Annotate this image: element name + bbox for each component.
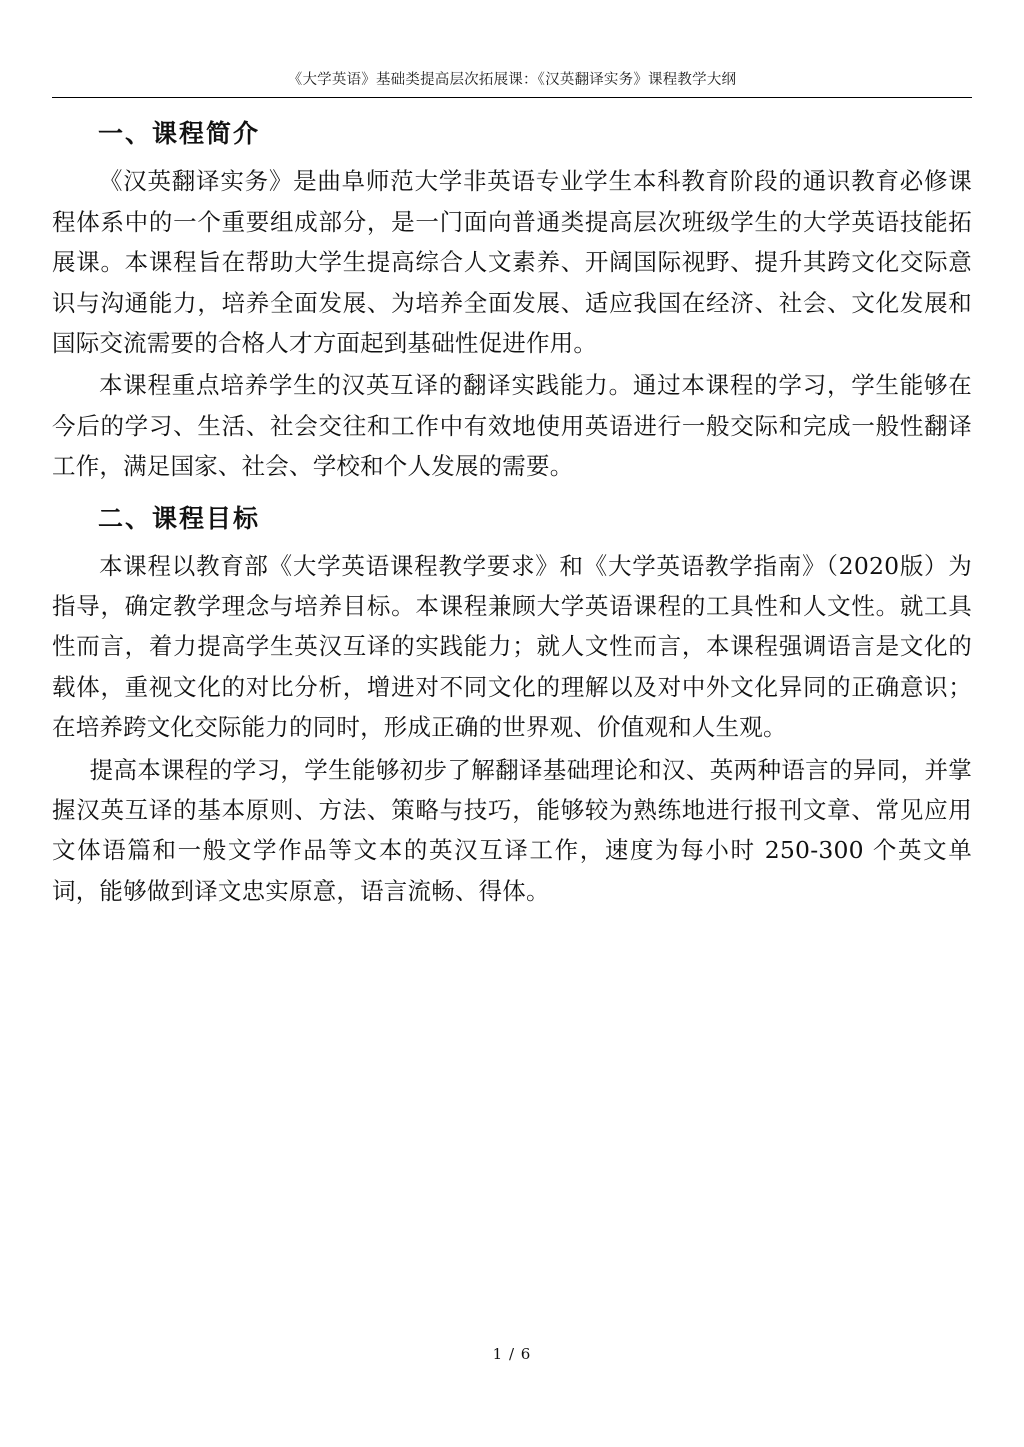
header-divider	[52, 97, 972, 98]
section-1-paragraph-1: 《汉英翻译实务》是曲阜师范大学非英语专业学生本科教育阶段的通识教育必修课程体系中的一个重要组成部分，是一门面向普通类提高层次班级学生的大学英语技能拓展课。本课程旨在帮助大学生提高综合人文素养、开阔国际视野、提升其跨文化交际意识与沟通能力，培养全面发展、为培养全面发展、适应我国在经济、社会、文化发展和国际交流需要的合格人才方面起到基础性促进作用。	[52, 167, 972, 358]
page-number: 1 / 6	[492, 1345, 532, 1363]
section-heading-1: 一、课程简介	[98, 119, 261, 149]
section-1-paragraph-2: 本课程重点培养学生的汉英互译的翻译实践能力。通过本课程的学习，学生能够在今后的学习、生活、社会交往和工作中有效地使用英语进行一般交际和完成一般性翻译工作，满足国家、社会、学校和个人发展的需要。	[52, 371, 972, 481]
section-2-paragraph-2: 提高本课程的学习，学生能够初步了解翻译基础理论和汉、英两种语言的异同，并掌握汉英互译的基本原则、方法、策略与技巧，能够较为熟练地进行报刊文章、常见应用文体语篇和一般文学作品等文本的英汉互译工作，速度为每小时 250-300 个英文单词，能够做到译文忠实原意，语言流畅、得体。	[52, 755, 972, 905]
section-2-paragraph-1: 本课程以教育部《大学英语课程教学要求》和《大学英语教学指南》（2020版）为指导，确定教学理念与培养目标。本课程兼顾大学英语课程的工具性和人文性。就工具性而言，着力提高学生英汉互译的实践能力；就人文性而言，本课程强调语言是文化的载体，重视文化的对比分析，增进对不同文化的理解以及对中外文化异同的正确意识；在培养跨文化交际能力的同时，形成正确的世界观、价值观和人生观。	[52, 551, 972, 742]
section-heading-2: 二、课程目标	[98, 503, 261, 533]
page-header: 《大学英语》基础类提高层次拓展课：《汉英翻译实务》课程教学大纲	[287, 72, 737, 88]
